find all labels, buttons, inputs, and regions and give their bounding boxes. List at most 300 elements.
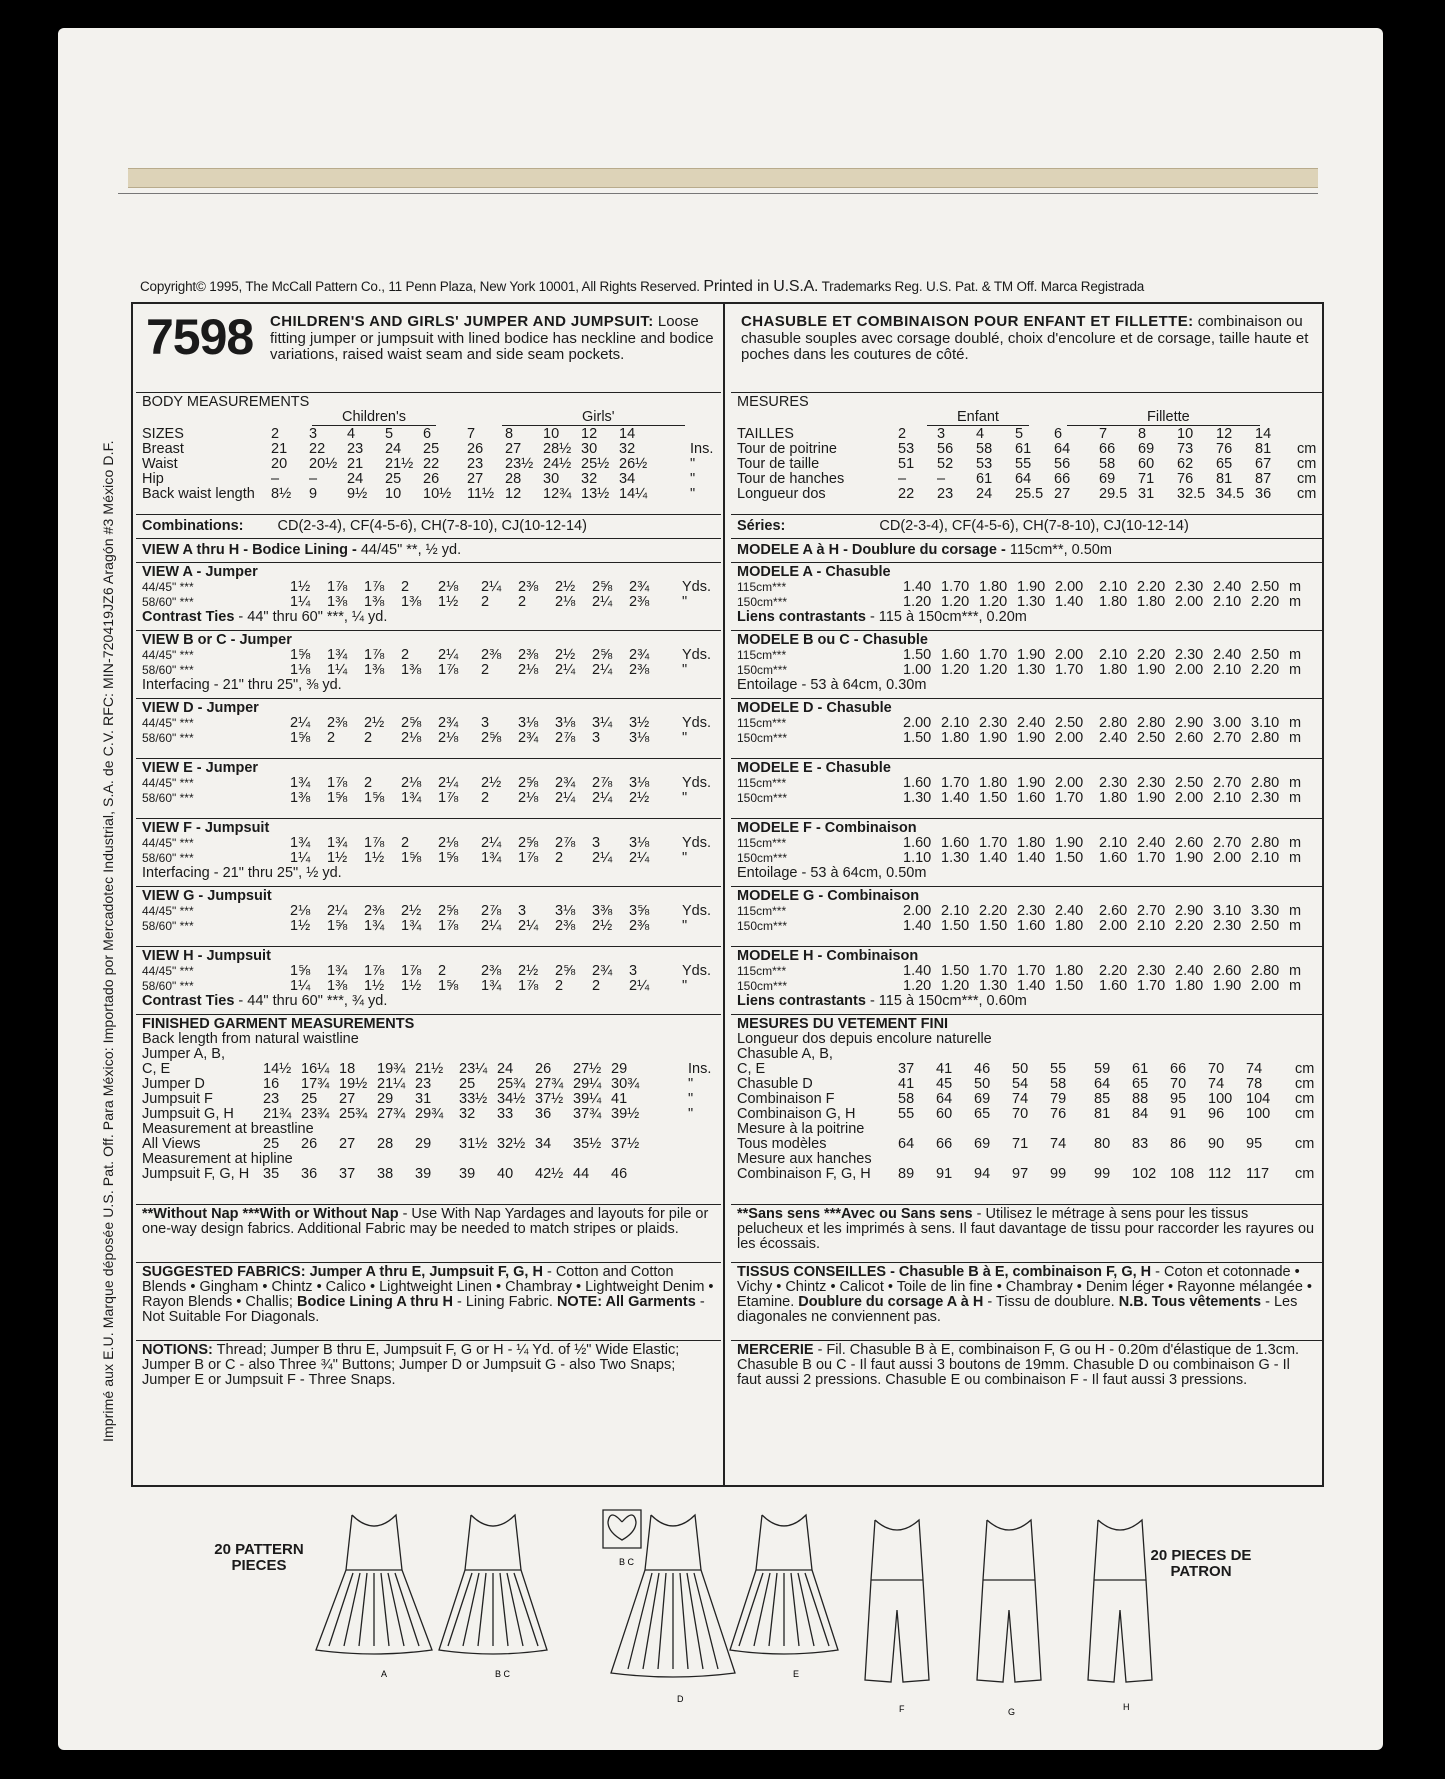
nap-note — [731, 1204, 1323, 1262]
row-value: 1.70 — [1137, 978, 1166, 994]
row-value: 74 — [1208, 1076, 1225, 1092]
row-unit: cm — [1297, 486, 1317, 502]
row-label: Breast — [142, 441, 184, 457]
row-value: 2.10 — [1213, 790, 1242, 806]
row-value: 60 — [1138, 456, 1155, 472]
row-value: 2.00 — [1055, 579, 1084, 595]
row-unit: m — [1289, 790, 1302, 806]
row-value: 23¾ — [301, 1106, 330, 1122]
row-value: 27 — [339, 1136, 356, 1152]
row-value: 1¼ — [290, 850, 311, 866]
measure-row — [737, 663, 1317, 678]
fold-line — [118, 193, 1318, 194]
row-unit: m — [1289, 647, 1302, 663]
row-value: 66 — [936, 1136, 953, 1152]
view-extra — [142, 994, 715, 1009]
row-unit: Ins. — [690, 441, 714, 457]
row-value: 1.50 — [1055, 850, 1084, 866]
row-value: 2⅞ — [555, 835, 576, 851]
row-value: 1.90 — [1175, 850, 1204, 866]
row-value: 2 — [364, 730, 373, 746]
row-value: 2⅛ — [438, 579, 459, 595]
french-column — [731, 304, 1323, 1408]
row-value: 19½ — [339, 1076, 368, 1092]
row-value: 10½ — [423, 486, 452, 502]
measure-row — [142, 472, 715, 487]
row-value: 1.90 — [1137, 662, 1166, 678]
row-unit: cm — [1295, 1091, 1315, 1107]
extra-bold: Contrast Ties — [142, 993, 235, 1009]
view-yardage — [136, 698, 721, 758]
row-label: Combinaison G, H — [737, 1106, 856, 1122]
row-value: 1¾ — [290, 775, 311, 791]
row-value: 1½ — [364, 850, 385, 866]
row-unit: " — [682, 978, 688, 994]
view-title: VIEW F - Jumpsuit — [142, 820, 270, 836]
printed-in: Printed in U.S.A. — [703, 278, 819, 295]
row-value: 74 — [1012, 1091, 1029, 1107]
row-value: 37½ — [611, 1136, 640, 1152]
row-value: 2½ — [592, 918, 613, 934]
extra-text: Interfacing - 21" thru 25", ½ yd. — [142, 865, 342, 881]
garment-line — [694, 1573, 718, 1669]
row-value: 33 — [497, 1106, 514, 1122]
row-value: 25 — [423, 441, 440, 457]
row-label: Jumper D — [142, 1076, 205, 1092]
row-value: 1.40 — [903, 918, 932, 934]
row-value: 21½ — [415, 1061, 444, 1077]
row-value: 5 — [1015, 426, 1024, 442]
combinations-value: CD(2-3-4), CF(4-5-6), CH(7-8-10), CJ(10-12-14) — [277, 518, 587, 534]
view-letter: B C — [619, 1557, 635, 1567]
combinations — [136, 514, 721, 538]
row-value: 112 — [1208, 1166, 1232, 1182]
row-value: 2.20 — [979, 903, 1008, 919]
row-value: 2.20 — [1175, 918, 1204, 934]
row-value: 1⅜ — [401, 662, 422, 678]
row-value: 38 — [377, 1166, 394, 1182]
row-value: 27 — [505, 441, 522, 457]
view-letter: F — [899, 1704, 905, 1714]
trademark-text: Trademarks Reg. U.S. Pat. & TM Off. Marca Registrada — [821, 279, 1145, 294]
row-value: 1.60 — [903, 835, 932, 851]
row-value: 1.80 — [1017, 835, 1046, 851]
row-value: 1⅞ — [438, 790, 459, 806]
row-value: 69 — [974, 1091, 991, 1107]
row-value: 100 — [1208, 1091, 1233, 1107]
row-value: 2⅛ — [518, 662, 539, 678]
row-label: 58/60" *** — [142, 791, 194, 805]
row-value: 17¾ — [301, 1076, 330, 1092]
header-text — [270, 314, 720, 364]
view-title: VIEW B or C - Jumper — [142, 632, 292, 648]
row-value: 2.10 — [1213, 594, 1242, 610]
row-value: 1⅞ — [364, 835, 385, 851]
row-value: 2⅝ — [481, 730, 502, 746]
row-value: 1.20 — [979, 662, 1008, 678]
row-value: 12 — [581, 426, 598, 442]
row-value: 1⅞ — [438, 918, 459, 934]
row-value: 2.10 — [941, 903, 970, 919]
row-value: 1⅝ — [290, 647, 311, 663]
row-value: 64 — [1015, 471, 1032, 487]
row-value: 70 — [1012, 1106, 1029, 1122]
row-value: 2½ — [555, 647, 576, 663]
row-value: 1.40 — [903, 579, 932, 595]
measure-row — [737, 1137, 1317, 1152]
measure-row — [737, 979, 1317, 994]
row-value: 2.80 — [1251, 963, 1280, 979]
row-value: 32½ — [497, 1136, 526, 1152]
row-value: 1¾ — [401, 790, 422, 806]
row-value: 2 — [401, 835, 410, 851]
row-value: 85 — [1094, 1091, 1111, 1107]
row-value: 1.70 — [979, 647, 1008, 663]
row-value: 104 — [1246, 1091, 1271, 1107]
row-value: 23 — [263, 1091, 280, 1107]
row-label: 150cm*** — [737, 595, 788, 609]
row-value: 2.20 — [1251, 594, 1280, 610]
row-value: 7 — [1099, 426, 1108, 442]
row-value: 1⅝ — [364, 790, 385, 806]
notions — [136, 1340, 721, 1408]
row-value: 14 — [1255, 426, 1272, 442]
view-title: MODELE F - Combinaison — [737, 820, 917, 836]
row-value: 1.40 — [1017, 850, 1046, 866]
nap-note — [136, 1204, 721, 1262]
row-value: 1.40 — [979, 850, 1008, 866]
row-unit: m — [1289, 835, 1302, 851]
pattern-number: 7598 — [146, 309, 254, 365]
finished-measurements — [731, 1014, 1323, 1204]
row-value: 37 — [898, 1061, 915, 1077]
row-value: 2.30 — [1137, 963, 1166, 979]
row-value: 28 — [505, 471, 522, 487]
row-value: 2.70 — [1213, 835, 1242, 851]
row-value: 3⅜ — [592, 903, 613, 919]
row-value: 64 — [936, 1091, 953, 1107]
row-label: 115cm*** — [737, 580, 787, 594]
row-unit: " — [690, 456, 696, 472]
row-value: 2¾ — [518, 730, 539, 746]
row-value: 51 — [898, 456, 915, 472]
row-unit: m — [1289, 850, 1302, 866]
row-value: 2⅜ — [629, 662, 650, 678]
nap-text: - Utilisez le métrage à sens pour les tissus pelucheux et les imprimés à sens. Il faut davantage de tissu pour raccorder les rayures ou les écossais. — [737, 1206, 1315, 1252]
row-value: 32 — [581, 471, 598, 487]
row-value: 1.40 — [903, 963, 932, 979]
row-value: 1.30 — [979, 978, 1008, 994]
row-value: 2.30 — [1251, 790, 1280, 806]
row-value: 2 — [481, 790, 490, 806]
view-yardage — [731, 818, 1323, 886]
measure-row — [737, 1167, 1317, 1182]
body-title: BODY MEASUREMENTS — [142, 394, 310, 410]
row-value: 1.50 — [941, 918, 970, 934]
row-value: 26 — [535, 1061, 552, 1077]
row-value: 2.40 — [1055, 903, 1084, 919]
garment-line — [680, 1573, 688, 1669]
header — [731, 304, 1323, 392]
measure-row — [737, 851, 1317, 866]
row-value: 2.00 — [1055, 730, 1084, 746]
row-value: 2.40 — [1137, 835, 1166, 851]
row-value: 22 — [423, 456, 440, 472]
row-value: 74 — [1050, 1136, 1067, 1152]
row-value: 2⅛ — [438, 730, 459, 746]
row-value: 1.40 — [941, 790, 970, 806]
row-value: 1.90 — [1017, 775, 1046, 791]
row-value: 3 — [592, 730, 601, 746]
row-value: 1.70 — [1055, 790, 1084, 806]
measure-row — [737, 1047, 1317, 1062]
extra-text: - 44" thru 60" ***, ¾ yd. — [234, 993, 388, 1009]
fabrics-bold: SUGGESTED FABRICS: Jumper A thru E, Jumpsuit F, G, H — [142, 1264, 543, 1280]
garment-line — [388, 1573, 404, 1646]
garment-line — [643, 1573, 659, 1669]
row-label: 115cm*** — [737, 716, 787, 730]
envelope-flap — [128, 168, 1318, 188]
row-value: 25 — [459, 1076, 476, 1092]
row-value: 2 — [898, 426, 907, 442]
extra-text: Interfacing - 21" thru 25", ⅜ yd. — [142, 677, 342, 693]
measure-row — [737, 731, 1317, 746]
row-label: 44/45" *** — [142, 716, 194, 730]
garment-line — [603, 1510, 641, 1548]
row-value: 1.90 — [1055, 835, 1084, 851]
row-label: SIZES — [142, 426, 184, 442]
measure-row — [142, 1062, 715, 1077]
row-value: 29 — [377, 1091, 394, 1107]
row-label: Tour de taille — [737, 456, 820, 472]
row-value: 76 — [1177, 471, 1194, 487]
row-unit: Yds. — [682, 715, 712, 731]
row-value: 2.40 — [1017, 715, 1046, 731]
row-value: 2 — [592, 978, 601, 994]
garment-line — [344, 1573, 360, 1646]
garment-line — [359, 1573, 367, 1646]
row-value: 41 — [898, 1076, 915, 1092]
row-value: 74 — [1246, 1061, 1263, 1077]
measure-row — [142, 1047, 715, 1062]
row-value: 2.20 — [1137, 647, 1166, 663]
row-value: 26 — [301, 1136, 318, 1152]
row-value: 1.50 — [979, 918, 1008, 934]
row-value: 2.70 — [1213, 775, 1242, 791]
row-value: 2⅞ — [481, 903, 502, 919]
back-length: Back length from natural waistline — [142, 1031, 359, 1047]
row-value: 67 — [1255, 456, 1272, 472]
row-value: 78 — [1246, 1076, 1263, 1092]
row-value: 91 — [1170, 1106, 1187, 1122]
row-value: 8 — [505, 426, 514, 442]
view-extra — [737, 866, 1317, 881]
row-label: 58/60" *** — [142, 731, 194, 745]
suggested-fabrics — [731, 1262, 1323, 1340]
garment-line — [798, 1573, 814, 1646]
measure-row — [142, 487, 715, 502]
row-value: 66 — [1099, 441, 1116, 457]
row-label: 115cm*** — [737, 776, 787, 790]
row-unit: Yds. — [682, 963, 712, 979]
row-label: Jumper A, B, — [142, 1046, 226, 1062]
row-value: 1½ — [327, 850, 348, 866]
row-value: 2⅝ — [518, 835, 539, 851]
measure-row — [737, 791, 1317, 806]
row-value: 64 — [898, 1136, 915, 1152]
measure-row — [737, 919, 1317, 934]
row-label: Back waist length — [142, 486, 255, 502]
row-unit: Yds. — [682, 835, 712, 851]
nap-text: - Use With Nap Yardages and layouts for pile or one-way design fabrics. Additional Fabric may be needed to match stripes or plaids. — [142, 1206, 709, 1237]
row-value: 1.80 — [941, 730, 970, 746]
measure-row — [737, 776, 1317, 791]
row-label: Chasuble A, B, — [737, 1046, 833, 1062]
row-value: 79 — [1050, 1091, 1067, 1107]
row-value: 1⅜ — [327, 978, 348, 994]
row-value: 3⅛ — [629, 775, 650, 791]
row-label: Longueur dos — [737, 486, 826, 502]
row-value: 1.20 — [979, 594, 1008, 610]
row-value: 1.20 — [941, 594, 970, 610]
view-title: MODELE D - Chasuble — [737, 700, 892, 716]
row-unit: cm — [1295, 1136, 1315, 1152]
row-unit: m — [1289, 730, 1302, 746]
row-value: 1.90 — [1017, 730, 1046, 746]
row-unit: " — [682, 790, 688, 806]
row-value: 2⅝ — [592, 579, 613, 595]
row-unit: " — [688, 1091, 694, 1107]
notions-bold: MERCERIE — [737, 1342, 814, 1358]
row-value: 1.80 — [1175, 978, 1204, 994]
row-value: 45 — [936, 1076, 953, 1092]
row-value: 2.50 — [1251, 579, 1280, 595]
row-value: 27 — [467, 471, 484, 487]
row-value: 22 — [309, 441, 326, 457]
row-value: 70 — [1170, 1076, 1187, 1092]
row-value: 22 — [898, 486, 915, 502]
row-label: 115cm*** — [737, 648, 787, 662]
row-value: 2¼ — [481, 579, 502, 595]
row-value: 30¾ — [611, 1076, 640, 1092]
row-value: 2⅝ — [401, 715, 422, 731]
row-value: 1½ — [364, 978, 385, 994]
row-value: 2.00 — [1175, 790, 1204, 806]
row-value: 36 — [535, 1106, 552, 1122]
row-value: 2⅜ — [518, 647, 539, 663]
row-unit: m — [1289, 903, 1302, 919]
row-value: 4 — [976, 426, 985, 442]
row-value: 2.90 — [1175, 903, 1204, 919]
row-value: 102 — [1132, 1166, 1157, 1182]
row-value: 94 — [974, 1166, 991, 1182]
row-value: 1¾ — [481, 850, 502, 866]
row-value: 95 — [1170, 1091, 1187, 1107]
row-label: Tous modèles — [737, 1136, 827, 1152]
view-title: VIEW A - Jumper — [142, 564, 258, 580]
row-value: 29 — [611, 1061, 628, 1077]
row-value: 2¼ — [518, 918, 539, 934]
row-value: 69 — [1099, 471, 1116, 487]
row-value: 1.80 — [1099, 594, 1128, 610]
body-measurements — [731, 392, 1323, 514]
row-value: 69 — [974, 1136, 991, 1152]
row-label: 44/45" *** — [142, 648, 194, 662]
row-value: 1.20 — [903, 978, 932, 994]
view-letter: A — [381, 1669, 388, 1679]
row-value: 1.80 — [1099, 662, 1128, 678]
row-value: 99 — [1050, 1166, 1067, 1182]
row-value: 1.10 — [903, 850, 932, 866]
row-value: 1⅞ — [401, 963, 422, 979]
row-value: 31 — [1138, 486, 1155, 502]
row-value: 2.80 — [1137, 715, 1166, 731]
view-yardage — [136, 758, 721, 818]
view-extra — [142, 610, 715, 625]
row-value: 1.80 — [979, 775, 1008, 791]
row-value: 83 — [1132, 1136, 1149, 1152]
row-value: 1.50 — [941, 963, 970, 979]
lining-text: 115cm**, 0.50m — [1009, 542, 1112, 558]
row-value: 55 — [1015, 456, 1032, 472]
row-value: 2¾ — [629, 647, 650, 663]
measure-row — [737, 648, 1317, 663]
row-label: 150cm*** — [737, 919, 788, 933]
row-value: 56 — [1054, 456, 1071, 472]
row-value: 2 — [481, 594, 490, 610]
row-unit: m — [1289, 662, 1302, 678]
row-value: 2 — [271, 426, 280, 442]
row-value: 66 — [1170, 1061, 1187, 1077]
view-extra — [737, 610, 1317, 625]
row-value: 2 — [518, 594, 527, 610]
row-value: 16 — [263, 1076, 280, 1092]
row-value: 24 — [497, 1061, 514, 1077]
row-value: 2.70 — [1137, 903, 1166, 919]
row-value: 1⅝ — [327, 918, 348, 934]
row-value: 31 — [415, 1091, 432, 1107]
row-value: 35½ — [573, 1136, 602, 1152]
row-value: 2.00 — [1213, 850, 1242, 866]
row-value: 5 — [385, 426, 394, 442]
row-value: 2¼ — [592, 594, 613, 610]
measure-row — [737, 1077, 1317, 1092]
view-yardage — [731, 886, 1323, 946]
row-value: 62 — [1177, 456, 1194, 472]
row-value: 2⅜ — [629, 594, 650, 610]
row-value: 2¼ — [438, 647, 459, 663]
row-value: 2.20 — [1137, 579, 1166, 595]
row-value: 3½ — [629, 715, 650, 731]
measure-row — [142, 457, 715, 472]
row-value: 2.00 — [1099, 918, 1128, 934]
row-unit: Yds. — [682, 579, 712, 595]
row-label: 58/60" *** — [142, 919, 194, 933]
row-unit: cm — [1297, 441, 1317, 457]
row-value: 1.50 — [903, 730, 932, 746]
row-value: 37¾ — [573, 1106, 602, 1122]
row-value: 2.30 — [979, 715, 1008, 731]
row-value: 2.80 — [1251, 775, 1280, 791]
row-label: 115cm*** — [737, 964, 787, 978]
row-value: 99 — [1094, 1166, 1111, 1182]
row-value: 53 — [976, 456, 993, 472]
row-unit: m — [1289, 978, 1302, 994]
row-value: 28½ — [543, 441, 572, 457]
measure-row — [737, 595, 1317, 610]
extra-text: - 44" thru 60" ***, ¼ yd. — [234, 609, 388, 625]
row-label: Tour de hanches — [737, 471, 845, 487]
